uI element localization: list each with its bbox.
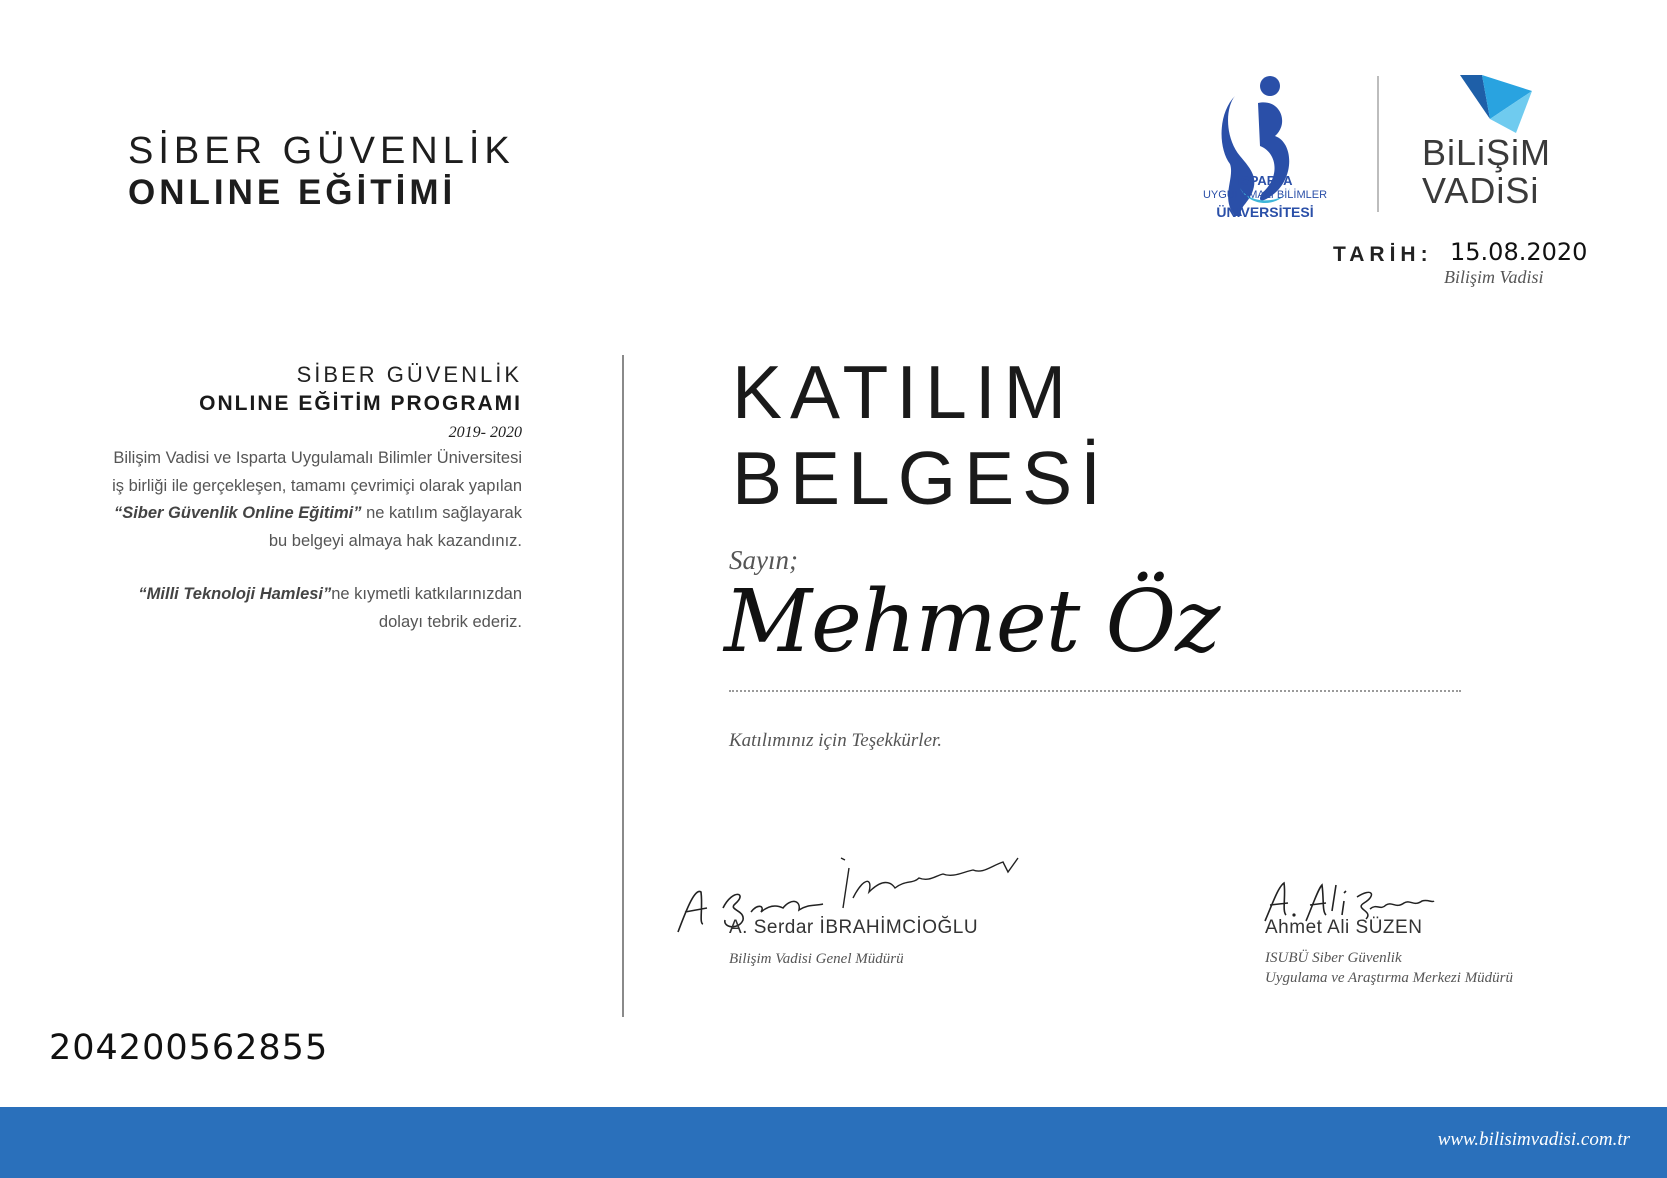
- footer-bar: [0, 1107, 1667, 1178]
- paragraph-text: ne kıymetli katkılarınızdan dolayı tebrik ederiz.: [331, 585, 522, 631]
- signatory-1-name: A. Serdar İBRAHİMCİOĞLU: [729, 917, 979, 938]
- thanks-text: Katılımınız için Teşekkürler.: [729, 730, 943, 751]
- date-issuer: Bilişim Vadisi: [1444, 267, 1544, 287]
- bilisim-name-line2: VADiSi: [1422, 170, 1540, 211]
- program-title-line2: ONLINE EĞİTİM PROGRAMI: [199, 392, 522, 415]
- recipient-name: Mehmet Öz: [724, 572, 1220, 672]
- website-link[interactable]: www.bilisimvadisi.com.tr: [1437, 1129, 1630, 1150]
- serial-number: 204200562855: [49, 1028, 329, 1068]
- date-label: TARİH:: [1333, 243, 1433, 266]
- certificate-title-line1: KATILIM: [732, 350, 1075, 434]
- signatory-2-name: Ahmet Ali SÜZEN: [1265, 917, 1423, 938]
- header-title-line1: SİBER GÜVENLİK: [128, 130, 515, 172]
- bilisim-name-line1: BiLiŞiM: [1422, 132, 1552, 173]
- initiative-name-emphasis: “Milli Teknoloji Hamlesi”: [138, 585, 332, 603]
- program-years: 2019- 2020: [448, 424, 522, 441]
- isu-name-line2: UYGULAMALI BİLİMLER: [1202, 189, 1328, 201]
- bilisim-vadisi-logo-icon: [1460, 75, 1532, 133]
- vertical-divider: [622, 355, 624, 1017]
- header-title-line2: ONLINE EĞİTİMİ: [128, 173, 457, 212]
- program-title-line1: SİBER GÜVENLİK: [296, 362, 522, 387]
- isu-name-line3: ÜNİVERSİTESİ: [1216, 204, 1314, 220]
- program-description: [100, 362, 522, 636]
- logo-divider: [1377, 76, 1379, 212]
- program-name-emphasis: “Siber Güvenlik Online Eğitimi”: [113, 504, 362, 522]
- program-paragraph-2: [100, 581, 522, 636]
- paragraph-text: ne katılım sağlayarak bu belgeyi almaya hak kazandınız.: [268, 504, 522, 550]
- name-dotted-line: [729, 690, 1461, 692]
- certificate-title-line2: BELGESİ: [732, 436, 1109, 520]
- signatory-2-role-line1: ISUBÜ Siber Güvenlik: [1265, 950, 1402, 966]
- salutation: Sayın;: [729, 545, 798, 575]
- paragraph-text: Bilişim Vadisi ve Isparta Uygulamalı Bilimler Üniversitesi iş birliği ile gerçekleşen, tamamı çevrimiçi olarak yapılan: [112, 449, 522, 495]
- signatory-1-role: Bilişim Vadisi Genel Müdürü: [729, 951, 904, 967]
- program-paragraph-1: [100, 445, 522, 555]
- isu-name-line1: ISPARTA: [1237, 173, 1293, 188]
- date-value: 15.08.2020: [1450, 238, 1588, 266]
- signatory-2-role-line2: Uygulama ve Araştırma Merkezi Müdürü: [1265, 970, 1514, 986]
